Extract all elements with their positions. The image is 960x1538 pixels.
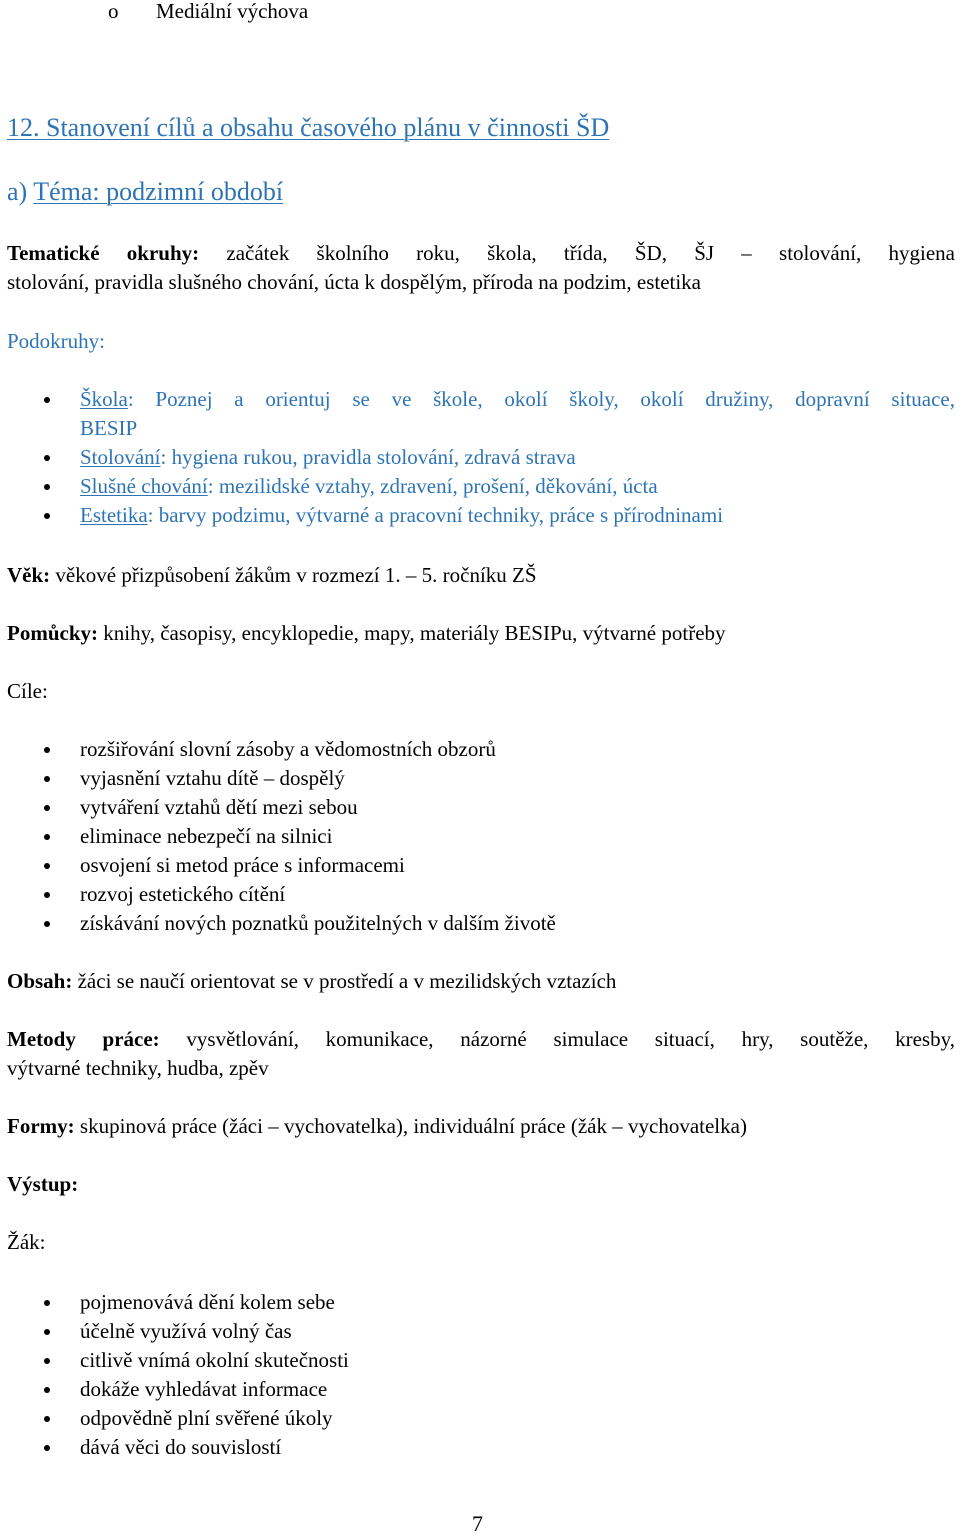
bullet-icon <box>44 1387 50 1393</box>
bullet-icon <box>44 892 50 898</box>
subtopic-item-dining <box>0 443 955 472</box>
list-item <box>0 735 556 764</box>
pupil-label: Žák: <box>7 1230 46 1254</box>
thematic-text-1: začátek školního roku, škola, třída, ŠD, ŠJ – stolování, hygiena <box>226 241 955 265</box>
bullet-icon <box>44 397 50 403</box>
list-item <box>0 1317 349 1346</box>
thematic-line-1 <box>7 239 955 268</box>
theme-heading <box>7 176 283 208</box>
bullet-icon <box>44 863 50 869</box>
subtopic-term: Slušné chování <box>80 474 208 498</box>
forms-line <box>7 1112 747 1141</box>
list-item-text: odpovědně plní svěřené úkoly <box>80 1406 333 1430</box>
list-item-text: citlivě vnímá okolní skutečnosti <box>80 1348 349 1372</box>
subtopic-continuation: BESIP <box>80 416 138 440</box>
subtopic-text: : hygiena rukou, pravidla stolování, zdravá strava <box>160 445 576 469</box>
thematic-label: Tematické okruhy: <box>7 241 200 265</box>
goals-list <box>0 735 556 938</box>
methods-text-1: vysvětlování, komunikace, názorné simulace situací, hry, soutěže, kresby, <box>186 1027 955 1051</box>
list-item <box>0 764 556 793</box>
bullet-icon <box>44 1329 50 1335</box>
list-item-text: účelně využívá volný čas <box>80 1319 292 1343</box>
list-item-text: vyjasnění vztahu dítě – dospělý <box>80 766 345 790</box>
theme-heading-text: Téma: podzimní období <box>33 177 284 206</box>
media-education-label: Mediální výchova <box>156 0 309 23</box>
bullet-icon <box>44 805 50 811</box>
list-item-text: rozšiřování slovní zásoby a vědomostních obzorů <box>80 737 496 761</box>
subtopic-item-school-cont <box>0 414 955 443</box>
list-item-text: vytváření vztahů dětí mezi sebou <box>80 795 358 819</box>
aids-line <box>7 619 726 648</box>
subtopic-item-manners <box>0 472 955 501</box>
subtopic-text: : Poznej a orientuj se ve škole, okolí školy, okolí družiny, dopravní situace, <box>127 387 955 411</box>
list-item <box>0 909 556 938</box>
subtopics-list <box>0 385 955 530</box>
bullet-icon <box>44 1416 50 1422</box>
subtopic-text: : barvy podzimu, výtvarné a pracovní techniky, práce s přírodninami <box>147 503 724 527</box>
list-item-text: rozvoj estetického cítění <box>80 882 286 906</box>
list-item-text: osvojení si metod práce s informacemi <box>80 853 405 877</box>
bullet-icon <box>44 921 50 927</box>
list-item <box>0 1346 349 1375</box>
list-item-text: získávání nových poznatků použitelných v dalším životě <box>80 911 556 935</box>
subtopic-item-aesthetics <box>0 501 955 530</box>
age-line <box>7 561 537 590</box>
list-item <box>0 1288 349 1317</box>
subtopic-item-school <box>0 385 955 414</box>
bullet-icon <box>44 776 50 782</box>
list-item <box>0 822 556 851</box>
bullet-icon <box>44 1445 50 1451</box>
bullet-icon <box>44 455 50 461</box>
subtopic-text: : mezilidské vztahy, zdravení, prošení, děkování, úcta <box>207 474 658 498</box>
list-item-text: dává věci do souvislostí <box>80 1435 282 1459</box>
bullet-icon <box>44 513 50 519</box>
list-item <box>0 851 556 880</box>
forms-text: skupinová práce (žáci – vychovatelka), individuální práce (žák – vychovatelka) <box>74 1114 747 1138</box>
content-label: Obsah: <box>7 969 73 993</box>
bullet-icon <box>44 834 50 840</box>
list-item <box>0 793 556 822</box>
aids-label: Pomůcky: <box>7 621 98 645</box>
list-item <box>0 1433 349 1462</box>
subtopic-term: Estetika <box>80 503 148 527</box>
list-item <box>0 1404 349 1433</box>
methods-line-1 <box>7 1025 955 1054</box>
list-item <box>0 880 556 909</box>
methods-label: Metody práce: <box>7 1027 160 1051</box>
age-text: věkové přizpůsobení žákům v rozmezí 1. – 5. ročníku ZŠ <box>50 563 537 587</box>
output-label-text: Výstup: <box>7 1172 79 1196</box>
list-item-text: eliminace nebezpečí na silnici <box>80 824 333 848</box>
circle-bullet-icon: o <box>108 0 119 23</box>
subtopic-term: Stolování <box>80 445 161 469</box>
bullet-icon <box>44 1358 50 1364</box>
subtopics-label: Podokruhy: <box>7 329 106 353</box>
list-item <box>0 1375 349 1404</box>
age-label: Věk: <box>7 563 51 587</box>
methods-line-2: výtvarné techniky, hudba, zpěv <box>7 1056 269 1080</box>
output-list <box>0 1288 349 1462</box>
bullet-icon <box>44 484 50 490</box>
subtopic-term: Škola <box>80 387 128 411</box>
bullet-icon <box>44 747 50 753</box>
bullet-icon <box>44 1300 50 1306</box>
list-item-text: pojmenovává dění kolem sebe <box>80 1290 335 1314</box>
section-heading <box>7 112 609 144</box>
theme-prefix: a) <box>7 177 34 206</box>
page-number: 7 <box>472 1511 483 1536</box>
content-text: žáci se naučí orientovat se v prostředí a v mezilidských vztazích <box>72 969 617 993</box>
forms-label: Formy: <box>7 1114 75 1138</box>
content-line <box>7 967 616 996</box>
aids-text: knihy, časopisy, encyklopedie, mapy, materiály BESIPu, výtvarné potřeby <box>98 621 726 645</box>
thematic-line-2: stolování, pravidla slušného chování, úcta k dospělým, příroda na podzim, estetika <box>7 270 702 294</box>
list-item-text: dokáže vyhledávat informace <box>80 1377 328 1401</box>
section-heading-text: 12. Stanovení cílů a obsahu časového plánu v činnosti ŠD <box>7 113 610 142</box>
goals-label: Cíle: <box>7 679 48 703</box>
output-label <box>7 1170 78 1199</box>
